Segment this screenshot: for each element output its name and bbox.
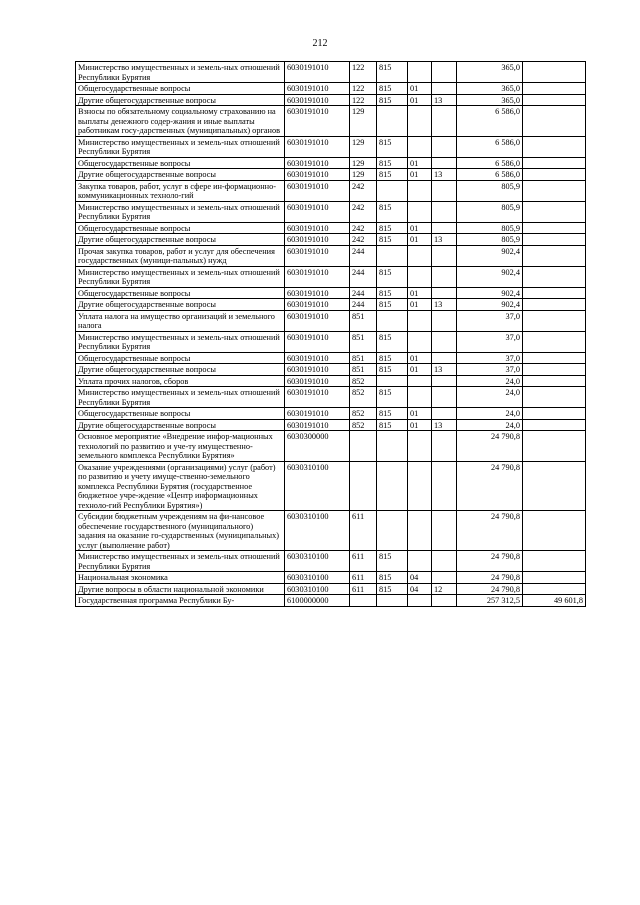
table-row [76,287,586,299]
expense-type-cell: 122 [350,94,377,106]
amount-subvention-cell [523,461,586,511]
section-cell [408,245,432,266]
section-cell [408,136,432,157]
target-article-cell: 6030310100 [285,511,350,551]
subsection-cell [432,62,457,83]
section-cell: 01 [408,287,432,299]
target-article-cell: 6030191010 [285,94,350,106]
section-cell: 01 [408,408,432,420]
row-name-cell: Другие общегосударственные вопросы [76,94,285,106]
amount-subvention-cell [523,169,586,181]
expense-type-cell: 611 [350,511,377,551]
subsection-cell [432,331,457,352]
budget-admin-cell [377,245,408,266]
amount-subvention-cell [523,222,586,234]
row-name-cell: Уплата прочих налогов, сборов [76,375,285,387]
row-name-cell: Другие общегосударственные вопросы [76,419,285,431]
table-row [76,551,586,572]
expense-type-cell: 852 [350,387,377,408]
amount-subvention-cell [523,408,586,420]
row-name-cell: Министерство имущественных и земель-ных отношений Республики Бурятия [76,62,285,83]
amount-cell: 805,9 [457,180,523,201]
amount-subvention-cell [523,572,586,584]
amount-cell: 24,0 [457,408,523,420]
section-cell: 01 [408,169,432,181]
target-article-cell: 6030191010 [285,136,350,157]
budget-admin-cell: 815 [377,551,408,572]
row-name-cell: Другие общегосударственные вопросы [76,169,285,181]
budget-admin-cell: 815 [377,201,408,222]
table-row [76,222,586,234]
subsection-cell [432,431,457,462]
budget-admin-cell: 815 [377,83,408,95]
row-name-cell: Министерство имущественных и земель-ных отношений Республики Бурятия [76,387,285,408]
budget-admin-cell: 815 [377,583,408,595]
row-name-cell: Основное мероприятие «Внедрение инфор-мационных технологий по развитию и уче-ту имущественно-земельного комплекса Республики Бурятия» [76,431,285,462]
subsection-cell [432,352,457,364]
budget-admin-cell: 815 [377,287,408,299]
table-row [76,511,586,551]
target-article-cell: 6030191010 [285,352,350,364]
budget-admin-cell: 815 [377,157,408,169]
expense-type-cell: 852 [350,408,377,420]
amount-cell: 24,0 [457,419,523,431]
section-cell [408,461,432,511]
row-name-cell: Общегосударственные вопросы [76,352,285,364]
section-cell [408,106,432,137]
budget-admin-cell: 815 [377,169,408,181]
amount-cell: 6 586,0 [457,157,523,169]
expense-type-cell: 244 [350,287,377,299]
section-cell [408,266,432,287]
expense-type-cell: 851 [350,331,377,352]
row-name-cell: Другие общегосударственные вопросы [76,299,285,311]
amount-subvention-cell [523,419,586,431]
subsection-cell: 13 [432,234,457,246]
expense-type-cell: 242 [350,234,377,246]
target-article-cell: 6030191010 [285,364,350,376]
section-cell [408,201,432,222]
amount-subvention-cell [523,331,586,352]
table-row [76,136,586,157]
subsection-cell [432,461,457,511]
expense-type-cell: 242 [350,222,377,234]
target-article-cell: 6030310100 [285,461,350,511]
section-cell: 01 [408,234,432,246]
target-article-cell: 6030310100 [285,551,350,572]
amount-cell: 365,0 [457,62,523,83]
table-row [76,419,586,431]
expense-type-cell: 244 [350,245,377,266]
budget-admin-cell: 815 [377,62,408,83]
amount-cell: 37,0 [457,364,523,376]
amount-cell: 24 790,8 [457,551,523,572]
section-cell: 01 [408,83,432,95]
amount-cell: 805,9 [457,234,523,246]
amount-subvention-cell [523,299,586,311]
target-article-cell: 6030310100 [285,583,350,595]
target-article-cell: 6030300000 [285,431,350,462]
budget-admin-cell: 815 [377,419,408,431]
row-name-cell: Министерство имущественных и земель-ных отношений Республики Бурятия [76,266,285,287]
table-body [76,62,586,607]
amount-cell: 24,0 [457,387,523,408]
table-row [76,106,586,137]
budget-admin-cell: 815 [377,572,408,584]
amount-subvention-cell [523,511,586,551]
expense-type-cell: 611 [350,583,377,595]
subsection-cell: 13 [432,419,457,431]
amount-subvention-cell [523,364,586,376]
amount-cell: 365,0 [457,94,523,106]
table-row [76,266,586,287]
section-cell [408,375,432,387]
table-row [76,234,586,246]
expense-type-cell: 129 [350,169,377,181]
table-row [76,83,586,95]
expense-type-cell: 242 [350,201,377,222]
section-cell [408,595,432,607]
budget-admin-cell: 815 [377,94,408,106]
row-name-cell: Оказание учреждениями (организациями) услуг (работ) по развитию и учету имуще-ственно-земельного комплекса Республики Бурятия (государственное бюджетное учре-ждение «Центр информационных техноло-гий Республики Бурятия») [76,461,285,511]
subsection-cell [432,180,457,201]
subsection-cell [432,106,457,137]
amount-subvention-cell [523,387,586,408]
amount-cell: 24,0 [457,375,523,387]
amount-cell: 6 586,0 [457,136,523,157]
amount-cell: 6 586,0 [457,169,523,181]
amount-cell: 24 790,8 [457,572,523,584]
budget-admin-cell [377,375,408,387]
target-article-cell: 6030191010 [285,222,350,234]
amount-cell: 24 790,8 [457,431,523,462]
amount-subvention-cell [523,83,586,95]
subsection-cell [432,408,457,420]
amount-subvention-cell [523,136,586,157]
subsection-cell [432,572,457,584]
target-article-cell: 6030191010 [285,157,350,169]
section-cell: 01 [408,352,432,364]
amount-subvention-cell [523,245,586,266]
target-article-cell: 6030310100 [285,572,350,584]
table-row [76,461,586,511]
row-name-cell: Государственная программа Республики Бу- [76,595,285,607]
table-row [76,595,586,607]
section-cell: 01 [408,94,432,106]
subsection-cell [432,387,457,408]
amount-cell: 24 790,8 [457,583,523,595]
subsection-cell [432,157,457,169]
section-cell: 01 [408,222,432,234]
row-name-cell: Прочая закупка товаров, работ и услуг для обеспечения государственных (муници-пальных) нужд [76,245,285,266]
target-article-cell: 6030191010 [285,287,350,299]
amount-subvention-cell [523,551,586,572]
amount-subvention-cell [523,94,586,106]
section-cell: 04 [408,583,432,595]
subsection-cell: 12 [432,583,457,595]
row-name-cell: Другие вопросы в области национальной экономики [76,583,285,595]
amount-subvention-cell [523,287,586,299]
amount-cell: 902,4 [457,266,523,287]
expense-type-cell [350,461,377,511]
section-cell [408,180,432,201]
row-name-cell: Общегосударственные вопросы [76,408,285,420]
subsection-cell: 13 [432,94,457,106]
section-cell [408,310,432,331]
subsection-cell [432,375,457,387]
target-article-cell: 6030191010 [285,266,350,287]
amount-subvention-cell [523,266,586,287]
page-number: 212 [312,38,328,49]
subsection-cell [432,222,457,234]
amount-cell: 805,9 [457,222,523,234]
amount-cell: 24 790,8 [457,511,523,551]
budget-admin-cell [377,511,408,551]
section-cell [408,511,432,551]
budget-admin-cell: 815 [377,299,408,311]
amount-subvention-cell: 49 601,8 [523,595,586,607]
amount-cell: 37,0 [457,331,523,352]
target-article-cell: 6030191010 [285,408,350,420]
amount-cell: 365,0 [457,83,523,95]
amount-subvention-cell [523,157,586,169]
target-article-cell: 6030191010 [285,201,350,222]
section-cell [408,62,432,83]
row-name-cell: Другие общегосударственные вопросы [76,234,285,246]
table-row [76,310,586,331]
expense-type-cell: 122 [350,83,377,95]
subsection-cell: 13 [432,299,457,311]
expense-type-cell [350,431,377,462]
table-row [76,331,586,352]
amount-subvention-cell [523,201,586,222]
table-row [76,583,586,595]
amount-cell: 24 790,8 [457,461,523,511]
section-cell: 01 [408,157,432,169]
table-row [76,299,586,311]
subsection-cell [432,511,457,551]
target-article-cell: 6030191010 [285,310,350,331]
subsection-cell [432,83,457,95]
target-article-cell: 6030191010 [285,331,350,352]
amount-subvention-cell [523,583,586,595]
table-row [76,169,586,181]
row-name-cell: Закупка товаров, работ, услуг в сфере ин-формационно-коммуникационных техноло-гий [76,180,285,201]
row-name-cell: Министерство имущественных и земель-ных отношений Республики Бурятия [76,136,285,157]
subsection-cell [432,595,457,607]
expense-type-cell: 611 [350,551,377,572]
target-article-cell: 6030191010 [285,169,350,181]
target-article-cell: 6030191010 [285,62,350,83]
expense-type-cell: 129 [350,136,377,157]
budget-admin-cell: 815 [377,408,408,420]
amount-cell: 902,4 [457,245,523,266]
row-name-cell: Национальная экономика [76,572,285,584]
budget-admin-cell: 815 [377,364,408,376]
budget-admin-cell [377,310,408,331]
target-article-cell: 6030191010 [285,180,350,201]
expense-type-cell: 242 [350,180,377,201]
budget-admin-cell: 815 [377,266,408,287]
expense-type-cell: 129 [350,157,377,169]
table-row [76,180,586,201]
expense-type-cell: 851 [350,364,377,376]
section-cell [408,551,432,572]
budget-admin-cell: 815 [377,222,408,234]
subsection-cell: 13 [432,364,457,376]
row-name-cell: Министерство имущественных и земель-ных отношений Республики Бурятия [76,201,285,222]
expense-type-cell: 122 [350,62,377,83]
amount-subvention-cell [523,180,586,201]
budget-admin-cell: 815 [377,136,408,157]
budget-admin-cell [377,431,408,462]
subsection-cell [432,310,457,331]
row-name-cell: Взносы по обязательному социальному страхованию на выплаты денежного содер-жания и иные выплаты работникам госу-дарственных (муниципальных) органов [76,106,285,137]
table-row [76,572,586,584]
table-row [76,201,586,222]
budget-admin-cell: 815 [377,352,408,364]
target-article-cell: 6030191010 [285,83,350,95]
subsection-cell [432,551,457,572]
budget-admin-cell [377,595,408,607]
row-name-cell: Министерство имущественных и земель-ных отношений Республики Бурятия [76,331,285,352]
row-name-cell: Другие общегосударственные вопросы [76,364,285,376]
subsection-cell [432,266,457,287]
subsection-cell [432,136,457,157]
expense-type-cell: 851 [350,352,377,364]
budget-admin-cell [377,106,408,137]
amount-cell: 257 312,5 [457,595,523,607]
amount-subvention-cell [523,310,586,331]
amount-cell: 37,0 [457,352,523,364]
table-row [76,245,586,266]
table-row [76,352,586,364]
table-row [76,375,586,387]
section-cell [408,431,432,462]
amount-subvention-cell [523,106,586,137]
section-cell: 04 [408,572,432,584]
amount-cell: 902,4 [457,299,523,311]
table-row [76,431,586,462]
section-cell: 01 [408,419,432,431]
section-cell: 01 [408,299,432,311]
table-row [76,364,586,376]
budget-admin-cell [377,180,408,201]
expense-type-cell [350,595,377,607]
table-row [76,157,586,169]
expense-type-cell: 852 [350,375,377,387]
target-article-cell: 6030191010 [285,234,350,246]
amount-subvention-cell [523,375,586,387]
row-name-cell: Общегосударственные вопросы [76,287,285,299]
budget-admin-cell [377,461,408,511]
target-article-cell: 6030191010 [285,299,350,311]
expense-type-cell: 851 [350,310,377,331]
amount-subvention-cell [523,352,586,364]
subsection-cell: 13 [432,169,457,181]
budget-table [75,61,586,607]
subsection-cell [432,245,457,266]
expense-type-cell: 129 [350,106,377,137]
table-row [76,62,586,83]
amount-subvention-cell [523,62,586,83]
row-name-cell: Министерство имущественных и земель-ных отношений Республики Бурятия [76,551,285,572]
amount-subvention-cell [523,234,586,246]
table-row [76,94,586,106]
amount-subvention-cell [523,431,586,462]
amount-cell: 902,4 [457,287,523,299]
target-article-cell: 6030191010 [285,419,350,431]
section-cell [408,331,432,352]
target-article-cell: 6030191010 [285,245,350,266]
amount-cell: 37,0 [457,310,523,331]
subsection-cell [432,287,457,299]
target-article-cell: 6100000000 [285,595,350,607]
row-name-cell: Общегосударственные вопросы [76,222,285,234]
row-name-cell: Общегосударственные вопросы [76,83,285,95]
amount-cell: 6 586,0 [457,106,523,137]
amount-cell: 805,9 [457,201,523,222]
target-article-cell: 6030191010 [285,106,350,137]
row-name-cell: Уплата налога на имущество организаций и земельного налога [76,310,285,331]
section-cell: 01 [408,364,432,376]
expense-type-cell: 244 [350,299,377,311]
target-article-cell: 6030191010 [285,387,350,408]
table-row [76,387,586,408]
section-cell [408,387,432,408]
budget-admin-cell: 815 [377,387,408,408]
budget-admin-cell: 815 [377,234,408,246]
expense-type-cell: 852 [350,419,377,431]
budget-admin-cell: 815 [377,331,408,352]
row-name-cell: Субсидии бюджетным учреждениям на фи-нансовое обеспечение государственного (муниципального) задания на оказание го-сударственных (муниципальных) услуг (выполнение работ) [76,511,285,551]
row-name-cell: Общегосударственные вопросы [76,157,285,169]
expense-type-cell: 611 [350,572,377,584]
subsection-cell [432,201,457,222]
target-article-cell: 6030191010 [285,375,350,387]
expense-type-cell: 244 [350,266,377,287]
table-row [76,408,586,420]
